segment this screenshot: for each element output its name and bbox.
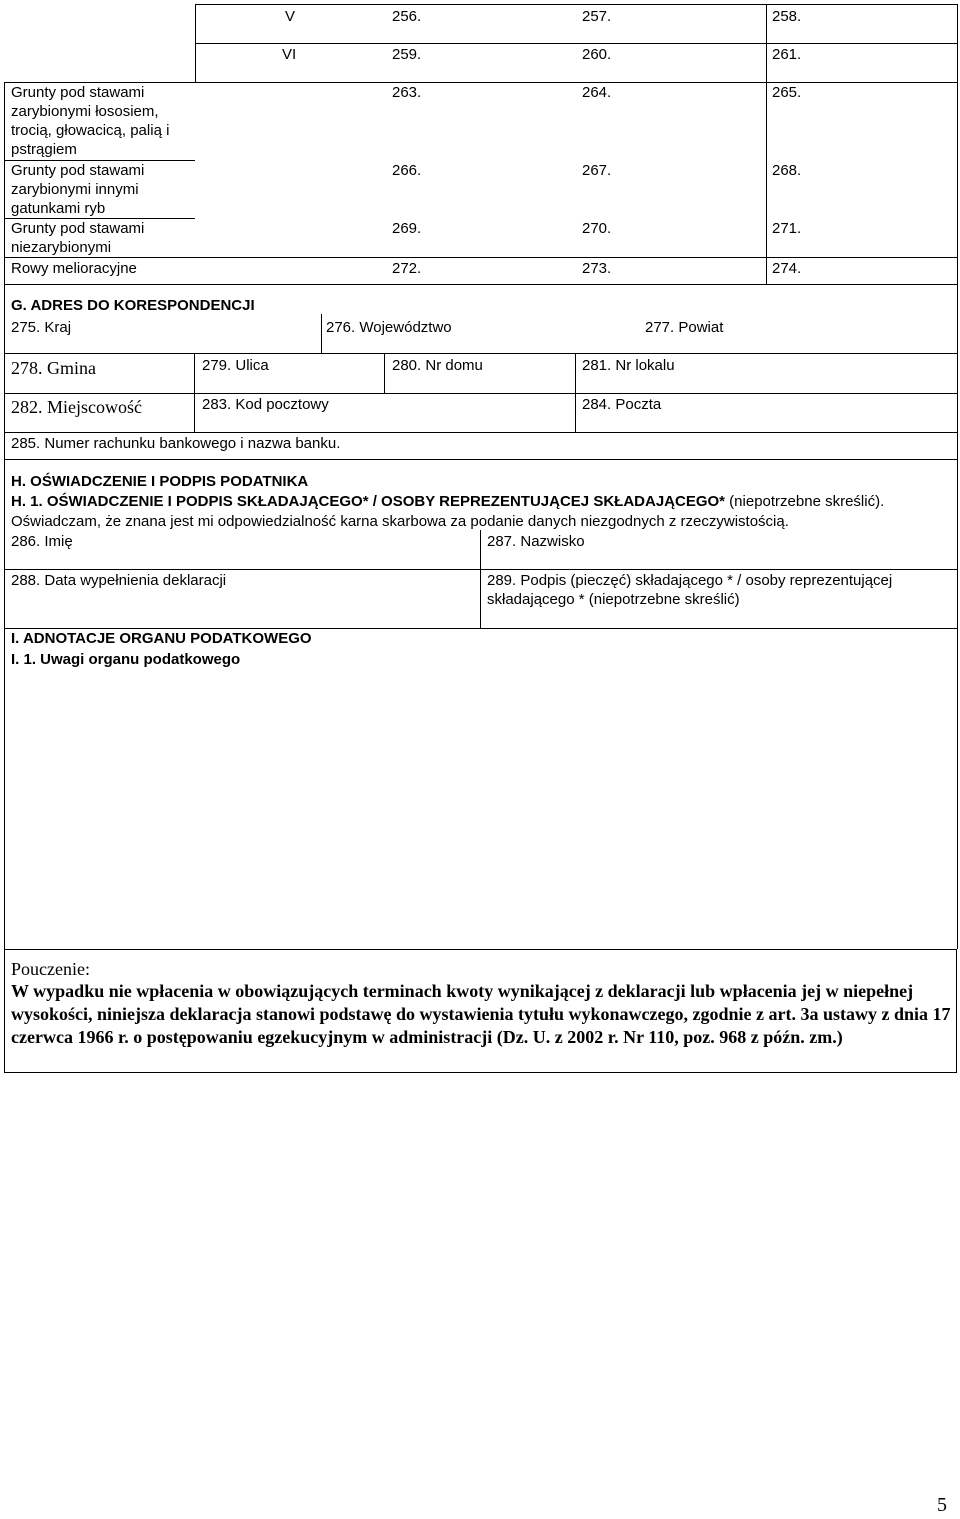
h1-statement-text: (niepotrzebne skreślić). Oświadczam, że znana jest mi odpowiedzialność karna skarbowa za podanie danych niezgodnych z rzeczywistością. — [11, 493, 885, 530]
field-284-poczta: 284. Poczta — [582, 396, 662, 413]
page-number: 5 — [937, 1494, 947, 1516]
field-261: 261. — [772, 46, 802, 63]
row-niezarybionymi-label: Grunty pod stawami niezarybionymi — [11, 220, 145, 256]
field-288-data: 288. Data wypełnienia deklaracji — [11, 572, 227, 589]
field-271: 271. — [772, 220, 802, 237]
field-256: 256. — [392, 8, 422, 25]
field-287-nazwisko: 287. Nazwisko — [487, 533, 585, 550]
row-rowy-label: Rowy melioracyjne — [11, 260, 137, 277]
pouczenie-heading: Pouczenie: — [11, 959, 90, 979]
field-269: 269. — [392, 220, 422, 237]
section-g-title: G. ADRES DO KORESPONDENCJI — [11, 297, 255, 314]
field-266: 266. — [392, 162, 422, 179]
field-285-rachunek: 285. Numer rachunku bankowego i nazwa banku. — [11, 435, 341, 452]
field-257: 257. — [582, 8, 612, 25]
h1-heading: H. 1. OŚWIADCZENIE I PODPIS SKŁADAJĄCEGO* / OSOBY REPREZENTUJĄCEJ SKŁADAJĄCEGO* — [11, 493, 726, 510]
field-282-miejscowosc: 282. Miejscowość — [11, 397, 142, 417]
field-274: 274. — [772, 260, 802, 277]
field-286-imie: 286. Imię — [11, 533, 73, 550]
row-losos-label: Grunty pod stawami zarybionymi łososiem, trocią, głowacicą, palią i pstrągiem — [11, 84, 170, 158]
h1-statement — [11, 492, 951, 532]
row-v-label: V — [285, 8, 296, 25]
field-260: 260. — [582, 46, 612, 63]
field-270: 270. — [582, 220, 612, 237]
section-i-frame — [4, 628, 957, 949]
section-h-title: H. OŚWIADCZENIE I PODPIS PODATNIKA — [11, 473, 309, 490]
field-268: 268. — [772, 162, 802, 179]
row-vi-label: VI — [282, 46, 297, 63]
field-263: 263. — [392, 84, 422, 101]
field-279-ulica: 279. Ulica — [202, 357, 269, 374]
field-280-nr-domu: 280. Nr domu — [392, 357, 483, 374]
field-259: 259. — [392, 46, 422, 63]
field-272: 272. — [392, 260, 422, 277]
field-265: 265. — [772, 84, 802, 101]
field-267: 267. — [582, 162, 612, 179]
field-273: 273. — [582, 260, 612, 277]
field-275-kraj: 275. Kraj — [11, 319, 72, 336]
field-289-podpis: 289. Podpis (pieczęć) składającego * / osoby reprezentującej składającego * (niepotrzebne skreślić) — [487, 572, 893, 608]
field-277-powiat: 277. Powiat — [645, 319, 724, 336]
field-276-wojewodztwo: 276. Województwo — [326, 319, 452, 336]
field-i1-uwagi: I. 1. Uwagi organu podatkowego — [11, 651, 241, 668]
field-281-nr-lokalu: 281. Nr lokalu — [582, 357, 675, 374]
field-278-gmina: 278. Gmina — [11, 358, 96, 378]
field-258: 258. — [772, 8, 802, 25]
section-i-title: I. ADNOTACJE ORGANU PODATKOWEGO — [11, 630, 312, 647]
pouczenie-text: W wypadku nie wpłacenia w obowiązujących terminach kwoty wynikającej z deklaracji lub wpłacenia jej w niepełnej wysokości, niniejsza deklaracja stanowi podstawę do wystawienia tytułu wykonawczego, zgodnie z art. 3a ustawy z dnia 17 czerwca 1966 r. o postępowaniu egzekucyjnym w administracji (Dz. U. z 2002 r. Nr 110, poz. 968 z późn. zm.) — [11, 981, 951, 1047]
field-283-kod-pocztowy: 283. Kod pocztowy — [202, 396, 329, 413]
field-264: 264. — [582, 84, 612, 101]
row-inne-label: Grunty pod stawami zarybionymi innymi gatunkami ryb — [11, 162, 145, 217]
